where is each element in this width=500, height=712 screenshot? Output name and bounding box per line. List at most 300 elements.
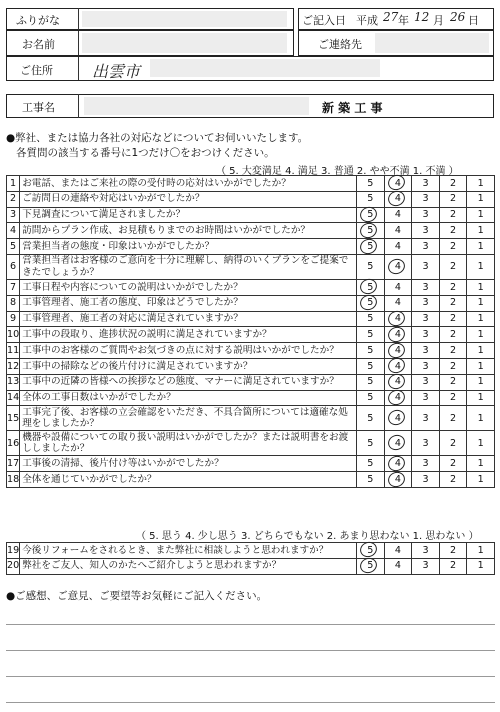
score-label: 2 <box>450 209 457 221</box>
question-number: 17 <box>7 456 20 472</box>
score-option-4[interactable] <box>384 239 412 255</box>
question-number: 16 <box>7 431 20 456</box>
answer-circle-mark <box>358 205 379 225</box>
answer-circle-mark <box>386 257 407 277</box>
question-number: 3 <box>7 207 20 223</box>
question-text: 工事中の近隣の皆様への挨拶などの態度、マナーに満足されていますか？ <box>20 374 357 390</box>
score-option-4[interactable] <box>384 295 412 311</box>
score-option-4[interactable] <box>384 207 412 223</box>
score-label: 5 <box>367 392 374 404</box>
score-option-4[interactable] <box>384 327 412 343</box>
score-option-3[interactable] <box>412 390 440 406</box>
score-label: 3 <box>422 313 429 325</box>
contact-field[interactable] <box>375 33 489 53</box>
score-option-3[interactable] <box>412 456 440 472</box>
score-label: 5 <box>367 458 374 469</box>
score-label: 3 <box>422 281 429 293</box>
score-label: 3 <box>422 209 429 221</box>
score-label: 5 <box>367 412 374 424</box>
score-label: 1 <box>477 544 484 556</box>
score-option-4[interactable] <box>384 223 412 239</box>
score-option-3[interactable] <box>412 191 440 207</box>
score-option-1[interactable] <box>467 223 495 239</box>
score-label: 2 <box>450 193 457 205</box>
score-label: 3 <box>422 437 429 449</box>
question-row <box>7 176 495 192</box>
score-option-2[interactable] <box>439 390 467 406</box>
score-label: 4 <box>394 225 401 237</box>
score-label: 5 <box>367 376 374 388</box>
score-label: 1 <box>477 473 484 485</box>
score-label: 2 <box>450 177 457 189</box>
score-label: 1 <box>477 437 484 449</box>
question-number: 7 <box>7 279 20 295</box>
score-label: 2 <box>450 313 457 325</box>
score-option-3[interactable] <box>412 311 440 327</box>
date-era: 平成 <box>356 14 378 27</box>
score-label: 3 <box>422 376 429 388</box>
date-day-unit: 日 <box>468 14 479 27</box>
score-option-5[interactable] <box>357 558 385 574</box>
question-text: 今後リフォームをされるとき、また弊社に相談しようと思われますか？ <box>20 543 357 559</box>
score-label: 4 <box>394 458 401 469</box>
question-text: 下見調査について満足されましたか？ <box>20 207 357 223</box>
score-option-2[interactable] <box>439 279 467 295</box>
score-option-5[interactable] <box>357 207 385 223</box>
project-name-field[interactable] <box>84 97 309 115</box>
score-label: 3 <box>422 412 429 424</box>
score-option-4[interactable] <box>384 543 412 559</box>
answer-circle-mark <box>386 469 407 489</box>
question-row <box>7 406 495 431</box>
score-option-1[interactable] <box>467 343 495 359</box>
score-option-2[interactable] <box>439 207 467 223</box>
date-year-unit: 年 <box>398 14 409 27</box>
score-label: 4 <box>394 344 401 356</box>
date-day: 26 <box>450 10 466 24</box>
score-label: 2 <box>450 329 457 341</box>
date-month-unit: 月 <box>433 14 444 27</box>
score-option-2[interactable] <box>439 311 467 327</box>
score-option-5[interactable] <box>357 254 385 279</box>
question-text: 工事中のお客様のご質問やお気づきの点に対する説明はいかがでしたか？ <box>20 343 357 359</box>
score-label: 1 <box>477 344 484 356</box>
question-text: 工事中の掃除などの後片付けに満足されていますか？ <box>20 358 357 374</box>
question-number: 10 <box>7 327 20 343</box>
score-option-3[interactable] <box>412 543 440 559</box>
score-option-5[interactable] <box>357 279 385 295</box>
question-text: 営業担当者の態度・印象はいかがでしたか？ <box>20 239 357 255</box>
score-option-1[interactable] <box>467 374 495 390</box>
score-option-1[interactable] <box>467 207 495 223</box>
score-option-5[interactable] <box>357 176 385 192</box>
score-label: 3 <box>422 458 429 469</box>
score-option-2[interactable] <box>439 431 467 456</box>
score-option-1[interactable] <box>467 254 495 279</box>
score-label: 1 <box>477 392 484 404</box>
address-field[interactable] <box>150 59 380 77</box>
score-label: 2 <box>450 544 457 556</box>
score-option-3[interactable] <box>412 558 440 574</box>
score-label: 5 <box>367 344 374 356</box>
question-number: 6 <box>7 254 20 279</box>
question-row <box>7 327 495 343</box>
score-label: 1 <box>477 329 484 341</box>
answer-circle-mark <box>358 556 379 576</box>
score-label: 4 <box>394 209 401 221</box>
score-option-5[interactable] <box>357 456 385 472</box>
question-text: 工事管理者、施工者の態度、印象はどうでしたか？ <box>20 295 357 311</box>
question-row <box>7 431 495 456</box>
score-label: 2 <box>450 560 457 572</box>
score-option-3[interactable] <box>412 254 440 279</box>
score-label: 4 <box>394 177 401 189</box>
score-option-4[interactable] <box>384 191 412 207</box>
question-text: 営業担当者はお客様のご意向を十分に理解し、納得のいくプランをご提案できたでしょうか？ <box>20 254 357 279</box>
question-text: 工事後の清掃、後片付け等はいかがでしたか？ <box>20 456 357 472</box>
score-option-5[interactable] <box>357 295 385 311</box>
score-option-5[interactable] <box>357 191 385 207</box>
score-label: 2 <box>450 412 457 424</box>
question-number: 4 <box>7 223 20 239</box>
score-label: 3 <box>422 297 429 309</box>
answer-circle-mark <box>386 433 407 453</box>
score-option-3[interactable] <box>412 358 440 374</box>
score-option-2[interactable] <box>439 472 467 488</box>
score-option-2[interactable] <box>439 176 467 192</box>
score-option-4[interactable] <box>384 472 412 488</box>
score-option-4[interactable] <box>384 456 412 472</box>
score-label: 3 <box>422 360 429 372</box>
date-month: 12 <box>414 10 430 24</box>
score-label: 3 <box>422 344 429 356</box>
score-label: 4 <box>394 297 401 309</box>
score-option-3[interactable] <box>412 176 440 192</box>
score-label: 1 <box>477 376 484 388</box>
question-text: お電話、またはご来社の際の受付時の応対はいかがでしたか？ <box>20 176 357 192</box>
name-field[interactable] <box>82 33 287 53</box>
score-label: 1 <box>477 458 484 469</box>
score-option-4[interactable] <box>384 254 412 279</box>
score-option-4[interactable] <box>384 406 412 431</box>
question-number: 15 <box>7 406 20 431</box>
score-label: 4 <box>394 412 401 424</box>
score-label: 5 <box>367 297 374 309</box>
score-label: 4 <box>394 437 401 449</box>
score-option-2[interactable] <box>439 543 467 559</box>
score-label: 1 <box>477 560 484 572</box>
comments-label: ●ご感想、ご意見、ご要望等お気軽にご記入ください。 <box>6 590 268 602</box>
score-option-2[interactable] <box>439 254 467 279</box>
score-label: 5 <box>367 360 374 372</box>
score-option-2[interactable] <box>439 558 467 574</box>
score-option-2[interactable] <box>439 343 467 359</box>
score-option-3[interactable] <box>412 343 440 359</box>
score-option-5[interactable] <box>357 472 385 488</box>
score-label: 2 <box>450 437 457 449</box>
score-label: 5 <box>367 437 374 449</box>
score-option-2[interactable] <box>439 223 467 239</box>
score-option-1[interactable] <box>467 311 495 327</box>
score-label: 3 <box>422 193 429 205</box>
question-row <box>7 456 495 472</box>
question-row <box>7 223 495 239</box>
score-label: 2 <box>450 240 457 252</box>
address-value: 出雲市 <box>92 62 141 81</box>
score-option-3[interactable] <box>412 207 440 223</box>
score-label: 1 <box>477 240 484 252</box>
score-label: 4 <box>394 560 401 572</box>
question-row <box>7 543 495 559</box>
score-option-1[interactable] <box>467 406 495 431</box>
score-label: 2 <box>450 360 457 372</box>
score-option-3[interactable] <box>412 374 440 390</box>
answer-circle-mark <box>386 453 407 473</box>
answer-circle-mark <box>386 189 407 209</box>
answer-circle-mark <box>358 293 379 313</box>
score-label: 3 <box>422 261 429 273</box>
question-row <box>7 295 495 311</box>
question-row <box>7 239 495 255</box>
score-option-5[interactable] <box>357 358 385 374</box>
project-value: 新 築 工 事 <box>322 101 383 115</box>
score-option-4[interactable] <box>384 431 412 456</box>
question-row <box>7 279 495 295</box>
intro-line-2: 各質問の該当する番号に1つだけ〇をおつけください。 <box>16 147 275 159</box>
score-label: 4 <box>394 544 401 556</box>
score-label: 3 <box>422 225 429 237</box>
score-label: 1 <box>477 177 484 189</box>
score-option-4[interactable] <box>384 390 412 406</box>
score-option-2[interactable] <box>439 295 467 311</box>
score-label: 5 <box>367 193 374 205</box>
question-number: 8 <box>7 295 20 311</box>
score-label: 3 <box>422 177 429 189</box>
score-label: 5 <box>367 473 374 485</box>
question-text: 工事日程や内容についての説明はいかがでしたか？ <box>20 279 357 295</box>
score-label: 5 <box>367 177 374 189</box>
score-label: 5 <box>367 261 374 273</box>
question-text: 機器や設備についての取り扱い説明はいかがでしたか？または説明書をお渡ししましたか？ <box>20 431 357 456</box>
score-label: 1 <box>477 412 484 424</box>
score-option-1[interactable] <box>467 390 495 406</box>
score-label: 5 <box>367 209 374 221</box>
answer-circle-mark <box>386 387 407 407</box>
question-row <box>7 358 495 374</box>
score-label: 2 <box>450 261 457 273</box>
score-option-1[interactable] <box>467 456 495 472</box>
question-number: 13 <box>7 374 20 390</box>
question-row <box>7 207 495 223</box>
name-label: お名前 <box>22 38 55 51</box>
score-label: 1 <box>477 225 484 237</box>
score-option-5[interactable] <box>357 327 385 343</box>
score-label: 4 <box>394 313 401 325</box>
score-option-2[interactable] <box>439 239 467 255</box>
answer-circle-mark <box>358 236 379 256</box>
answer-circle-mark <box>386 324 407 344</box>
score-label: 1 <box>477 193 484 205</box>
scale-legend-a: （ 5. 大変満足 4. 満足 3. 普通 2. やや不満 1. 不満 ） <box>216 166 459 177</box>
question-row <box>7 374 495 390</box>
score-option-4[interactable] <box>384 311 412 327</box>
score-option-5[interactable] <box>357 311 385 327</box>
score-option-3[interactable] <box>412 223 440 239</box>
score-label: 3 <box>422 329 429 341</box>
score-option-4[interactable] <box>384 358 412 374</box>
date-year: 27 <box>383 10 399 24</box>
score-label: 5 <box>367 329 374 341</box>
score-option-2[interactable] <box>439 456 467 472</box>
score-label: 1 <box>477 209 484 221</box>
question-text: 弊社をご友人、知人のかたへご紹介しようと思われますか？ <box>20 558 357 574</box>
score-label: 2 <box>450 344 457 356</box>
score-label: 2 <box>450 225 457 237</box>
score-option-1[interactable] <box>467 279 495 295</box>
question-text: 工事管理者、施工者の対応に満足されていますか？ <box>20 311 357 327</box>
questions-table-a <box>6 175 495 488</box>
score-option-4[interactable] <box>384 374 412 390</box>
score-label: 5 <box>367 225 374 237</box>
score-option-5[interactable] <box>357 343 385 359</box>
score-label: 4 <box>394 193 401 205</box>
score-option-1[interactable] <box>467 543 495 559</box>
score-option-1[interactable] <box>467 176 495 192</box>
score-option-2[interactable] <box>439 374 467 390</box>
score-option-3[interactable] <box>412 239 440 255</box>
score-option-1[interactable] <box>467 358 495 374</box>
score-label: 4 <box>394 473 401 485</box>
score-option-3[interactable] <box>412 406 440 431</box>
question-number: 9 <box>7 311 20 327</box>
question-text: 訪問からプラン作成、お見積もりまでのお時間はいかがでしたか？ <box>20 223 357 239</box>
question-text: 全体を通じていかがでしたか？ <box>20 472 357 488</box>
score-label: 2 <box>450 473 457 485</box>
question-row <box>7 558 495 574</box>
score-label: 4 <box>394 261 401 273</box>
score-option-3[interactable] <box>412 295 440 311</box>
score-option-2[interactable] <box>439 191 467 207</box>
score-option-2[interactable] <box>439 406 467 431</box>
score-label: 1 <box>477 360 484 372</box>
question-number: 19 <box>7 543 20 559</box>
score-option-5[interactable] <box>357 223 385 239</box>
questions-table-b <box>6 542 495 575</box>
question-text: 工事中の段取り、進捗状況の説明に満足されていますか？ <box>20 327 357 343</box>
score-label: 1 <box>477 297 484 309</box>
question-text: 工事完了後、お客様の立会確認をいただき、不具合箇所については適確な処理をしましたか？ <box>20 406 357 431</box>
furigana-label: ふりがな <box>16 14 60 27</box>
score-option-5[interactable] <box>357 431 385 456</box>
furigana-field[interactable] <box>82 11 287 27</box>
question-row <box>7 191 495 207</box>
score-label: 2 <box>450 297 457 309</box>
answer-circle-mark <box>386 408 407 428</box>
address-label: ご住所 <box>20 64 53 77</box>
score-option-1[interactable] <box>467 472 495 488</box>
question-number: 5 <box>7 239 20 255</box>
score-label: 3 <box>422 544 429 556</box>
score-label: 5 <box>367 313 374 325</box>
score-option-5[interactable] <box>357 390 385 406</box>
score-option-2[interactable] <box>439 358 467 374</box>
score-label: 3 <box>422 560 429 572</box>
score-option-4[interactable] <box>384 279 412 295</box>
score-label: 4 <box>394 281 401 293</box>
score-label: 1 <box>477 281 484 293</box>
question-number: 14 <box>7 390 20 406</box>
score-option-1[interactable] <box>467 191 495 207</box>
score-option-4[interactable] <box>384 343 412 359</box>
question-row <box>7 311 495 327</box>
score-label: 2 <box>450 458 457 469</box>
score-option-3[interactable] <box>412 327 440 343</box>
score-option-2[interactable] <box>439 327 467 343</box>
question-text: 全体の工事日数はいかがでしたか？ <box>20 390 357 406</box>
score-label: 4 <box>394 360 401 372</box>
question-row <box>7 254 495 279</box>
score-label: 5 <box>367 281 374 293</box>
score-label: 1 <box>477 313 484 325</box>
answer-circle-mark <box>358 220 379 240</box>
score-label: 2 <box>450 281 457 293</box>
score-label: 5 <box>367 240 374 252</box>
contact-label: ご連絡先 <box>318 38 362 51</box>
score-label: 2 <box>450 376 457 388</box>
score-option-1[interactable] <box>467 239 495 255</box>
score-label: 4 <box>394 376 401 388</box>
date-label: ご記入日 <box>302 14 346 27</box>
question-number: 18 <box>7 472 20 488</box>
question-row <box>7 472 495 488</box>
score-option-5[interactable] <box>357 406 385 431</box>
question-number: 1 <box>7 176 20 192</box>
score-option-5[interactable] <box>357 239 385 255</box>
score-option-1[interactable] <box>467 431 495 456</box>
question-row <box>7 343 495 359</box>
score-option-1[interactable] <box>467 327 495 343</box>
score-label: 4 <box>394 240 401 252</box>
question-row <box>7 390 495 406</box>
score-label: 5 <box>367 560 374 572</box>
scale-legend-b: （ 5. 思う 4. 少し思う 3. どちらでもない 2. あまり思わない 1. 思わない ） <box>136 531 479 542</box>
project-label: 工事名 <box>22 101 55 114</box>
score-option-1[interactable] <box>467 558 495 574</box>
question-text: ご訪問日の連絡や対応はいかがでしたか？ <box>20 191 357 207</box>
score-option-3[interactable] <box>412 431 440 456</box>
question-number: 20 <box>7 558 20 574</box>
score-option-3[interactable] <box>412 472 440 488</box>
question-number: 2 <box>7 191 20 207</box>
score-option-1[interactable] <box>467 295 495 311</box>
score-label: 2 <box>450 392 457 404</box>
score-label: 3 <box>422 473 429 485</box>
score-option-3[interactable] <box>412 279 440 295</box>
intro-line-1: ●弊社、または協力各社の対応などについてお伺いいたします。 <box>6 132 309 144</box>
score-option-5[interactable] <box>357 374 385 390</box>
score-label: 5 <box>367 544 374 556</box>
score-option-4[interactable] <box>384 176 412 192</box>
score-label: 1 <box>477 261 484 273</box>
answer-circle-mark <box>386 309 407 329</box>
score-option-4[interactable] <box>384 558 412 574</box>
score-label: 3 <box>422 392 429 404</box>
score-option-5[interactable] <box>357 543 385 559</box>
question-number: 11 <box>7 343 20 359</box>
score-label: 4 <box>394 329 401 341</box>
question-number: 12 <box>7 358 20 374</box>
score-label: 3 <box>422 240 429 252</box>
